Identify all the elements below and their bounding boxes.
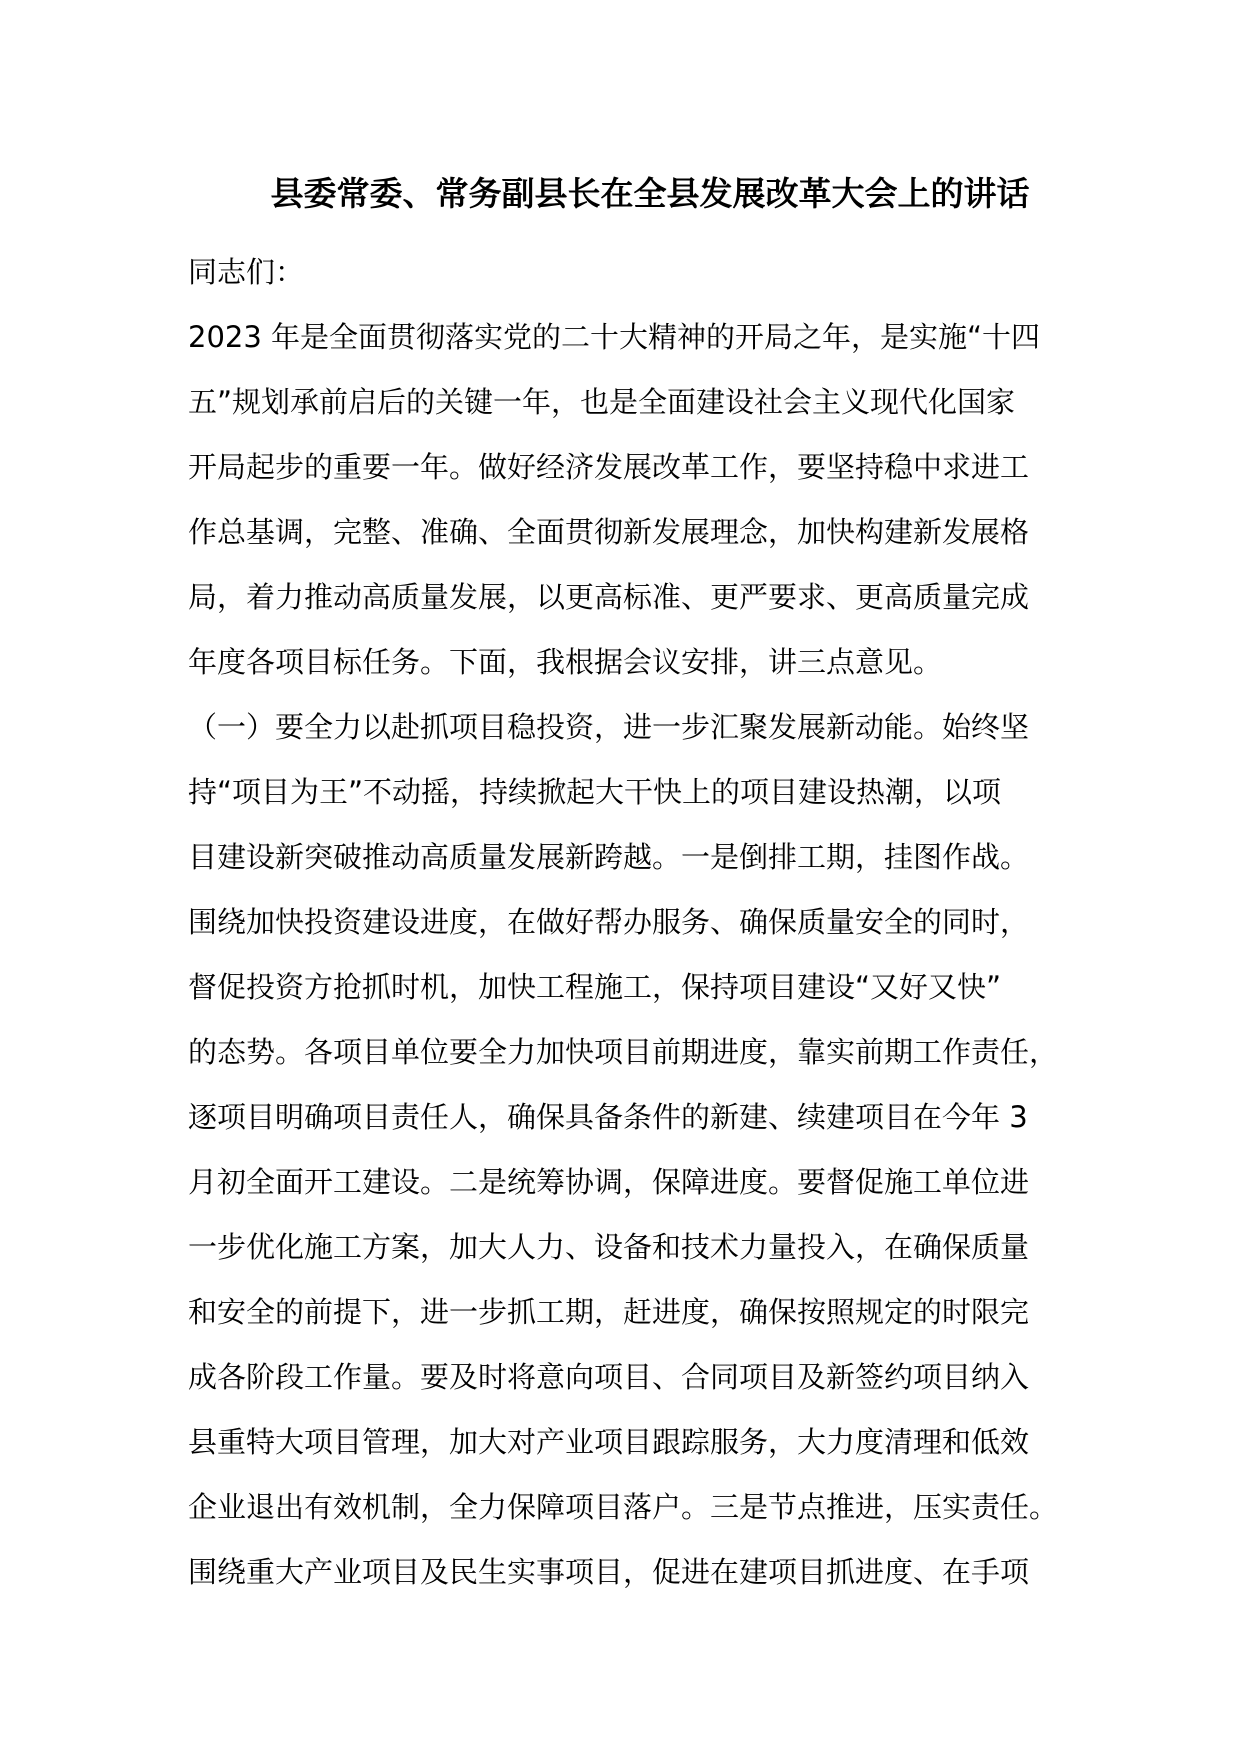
document-body xyxy=(188,240,1078,1605)
document-title: 县委常委、常务副县长在全县发展改革大会上的讲话 xyxy=(270,174,1030,213)
text-line: 五”规划承前启后的关键一年，也是全面建设社会主义现代化国家 xyxy=(188,385,1016,419)
text-line: 开局起步的重要一年。做好经济发展改革工作，要坚持稳中求进工 xyxy=(188,450,1030,484)
text-line: 月初全面开工建设。二是统筹协调，保障进度。要督促施工单位进 xyxy=(188,1165,1030,1199)
text-line: 逐项目明确项目责任人，确保具备条件的新建、续建项目在今年 3 xyxy=(188,1100,1028,1134)
section-heading-line: （一）要全力以赴抓项目稳投资，进一步汇聚发展新动能。始终坚 xyxy=(188,710,1030,744)
salutation-line: 同志们： xyxy=(188,255,305,289)
text-line: 目建设新突破推动高质量发展新跨越。一是倒排工期，挂图作战。 xyxy=(188,840,1030,874)
text-line: 年度各项目标任务。下面，我根据会议安排，讲三点意见。 xyxy=(188,645,943,679)
text-line: 持“项目为王”不动摇，持续掀起大干快上的项目建设热潮，以项 xyxy=(188,775,1002,809)
text-line: 督促投资方抢抓时机，加快工程施工，保持项目建设“又好又快” xyxy=(188,970,1002,1004)
text-line: 成各阶段工作量。要及时将意向项目、合同项目及新签约项目纳入 xyxy=(188,1360,1030,1394)
text-line: 作总基调，完整、准确、全面贯彻新发展理念，加快构建新发展格 xyxy=(188,515,1030,549)
text-line: 一步优化施工方案，加大人力、设备和技术力量投入，在确保质量 xyxy=(188,1230,1030,1264)
text-line: 县重特大项目管理，加大对产业项目跟踪服务，大力度清理和低效 xyxy=(188,1425,1030,1459)
text-line: 和安全的前提下，进一步抓工期，赶进度，确保按照规定的时限完 xyxy=(188,1295,1030,1329)
text-line: 企业退出有效机制，全力保障项目落户。三是节点推进，压实责任。 xyxy=(188,1490,1059,1524)
text-line: 围绕加快投资建设进度，在做好帮办服务、确保质量安全的同时， xyxy=(188,905,1030,939)
text-line: 围绕重大产业项目及民生实事项目，促进在建项目抓进度、在手项 xyxy=(188,1555,1030,1589)
text-line: 局，着力推动高质量发展，以更高标准、更严要求、更高质量完成 xyxy=(188,580,1030,614)
text-line: 的态势。各项目单位要全力加快项目前期进度，靠实前期工作责任， xyxy=(188,1035,1059,1069)
text-line: 2023 年是全面贯彻落实党的二十大精神的开局之年，是实施“十四 xyxy=(188,320,1041,354)
